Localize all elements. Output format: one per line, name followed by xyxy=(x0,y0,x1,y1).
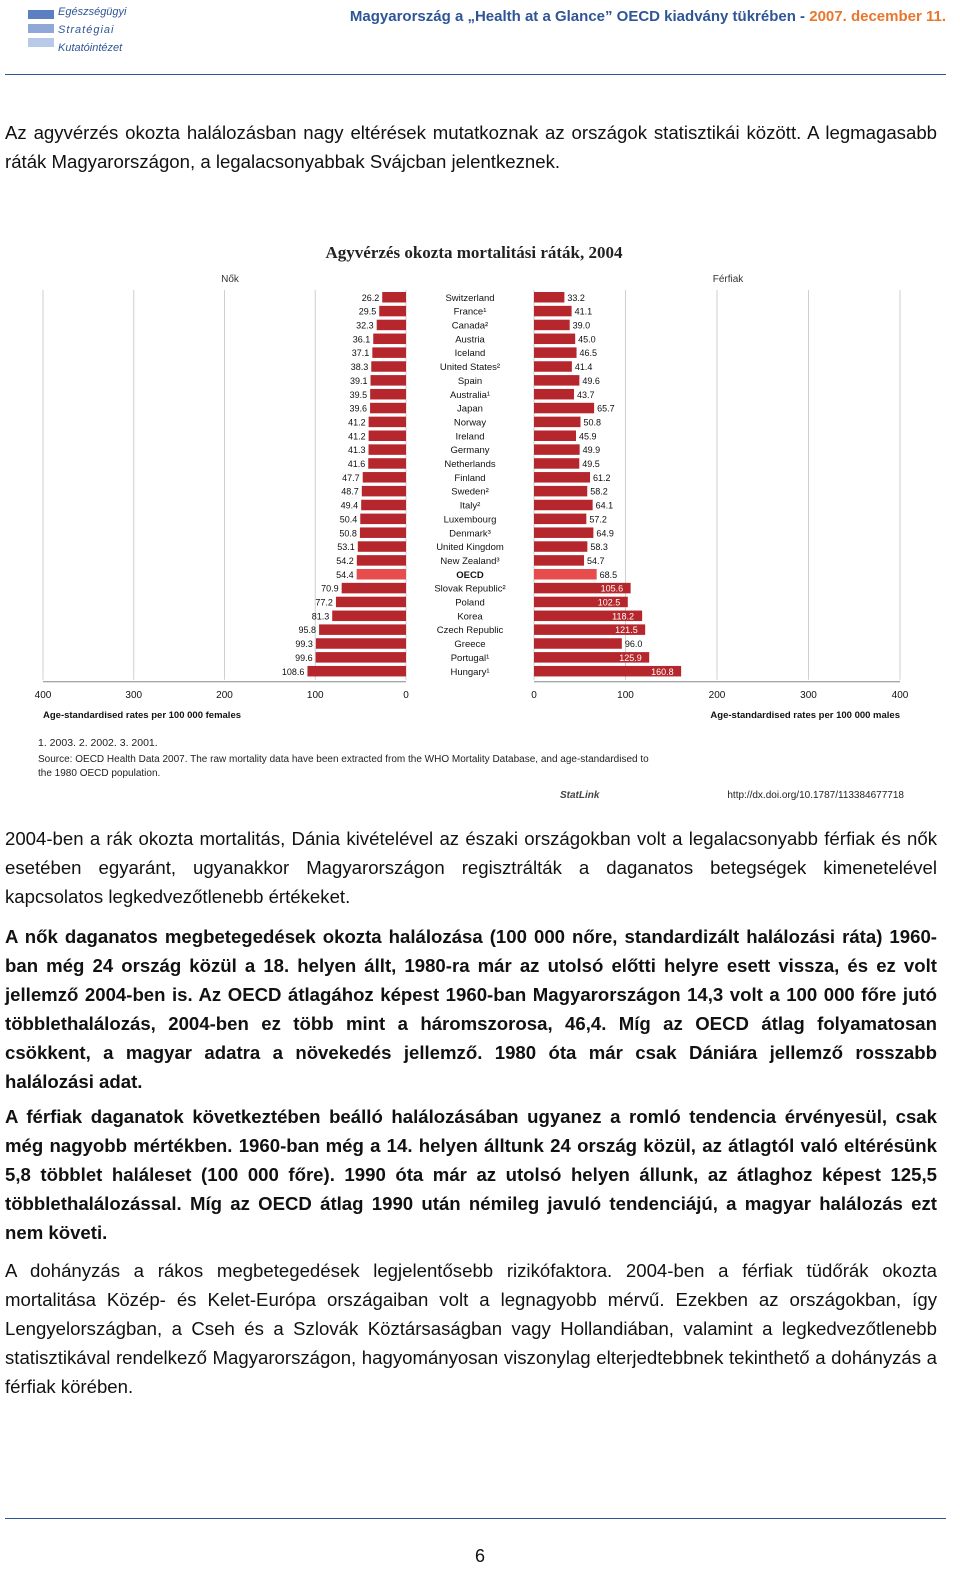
male-value-label: 68.5 xyxy=(599,569,618,580)
right-tick-label: 200 xyxy=(708,689,726,701)
country-label: Hungary¹ xyxy=(450,666,490,678)
female-bar xyxy=(357,569,406,580)
right-panel-label: Férfiak xyxy=(712,274,744,285)
stroke-mortality-chart xyxy=(28,232,920,804)
document-title xyxy=(350,8,946,25)
female-value-label: 39.1 xyxy=(349,375,368,386)
male-value-label: 49.9 xyxy=(582,445,601,456)
female-value-label: 37.1 xyxy=(351,348,370,359)
male-value-label: 39.0 xyxy=(572,320,591,331)
right-tick-label: 400 xyxy=(891,689,909,701)
right-tick-label: 300 xyxy=(800,689,817,701)
female-value-label: 41.2 xyxy=(348,431,366,442)
logo-line-1: Egészségügyi xyxy=(58,6,127,18)
female-value-label: 53.1 xyxy=(337,542,355,553)
female-bar xyxy=(379,306,406,317)
country-label: Ireland xyxy=(455,431,485,443)
paragraph-women-cancer: A nők daganatos megbetegedések okozta halálozása (100 000 nőre, standardizált halálozási ráta) 1960-ban még 24 ország közül a 18. helyen állt, 1980-ra már az utolsó előtti helyre esett vissza, és ez volt jellemző 2004-ben is. Az OECD átlagához képest 1960-ban Magyarországon 14,3 volt a 100 000 főre jutó többlethalálozás, 2004-ben ez több mint a háromszorosa, 46,4. Míg az OECD átlag folyamatosan csökkent, a magyar adatra a növekedés jellemző. 1980 óta már csak Dániára jellemző rosszabb halálozási adat. xyxy=(5,926,937,1092)
country-label: Italy² xyxy=(459,500,481,512)
country-label: Sweden² xyxy=(451,486,489,498)
country-label: Norway xyxy=(453,417,487,429)
male-bar xyxy=(534,569,597,580)
female-value-label: 32.3 xyxy=(356,320,374,331)
country-label: Spain xyxy=(457,375,483,387)
male-bar xyxy=(534,555,584,566)
male-value-label: 125.9 xyxy=(619,652,642,663)
chart-source-line-1: Source: OECD Health Data 2007. The raw mortality data have been extracted from the WHO Mortality Database, and age-standardised to xyxy=(38,753,649,765)
male-bar xyxy=(534,389,574,400)
female-value-label: 29.5 xyxy=(358,306,377,317)
male-bar xyxy=(534,431,576,442)
statlink-label: StatLink xyxy=(560,789,600,801)
male-value-label: 54.7 xyxy=(587,555,605,566)
female-value-label: 41.3 xyxy=(347,445,366,456)
female-bar xyxy=(370,389,406,400)
chart-title: Agyvérzés okozta mortalitási ráták, 2004 xyxy=(325,243,623,262)
country-label: New Zealand³ xyxy=(440,555,500,567)
male-value-label: 45.9 xyxy=(578,431,597,442)
male-value-label: 41.1 xyxy=(574,306,593,317)
left-tick-label: 300 xyxy=(125,689,143,701)
female-bar xyxy=(319,624,406,635)
left-tick-label: 200 xyxy=(216,689,233,701)
female-value-label: 95.8 xyxy=(298,625,317,636)
female-value-label: 36.1 xyxy=(352,334,371,345)
female-value-label: 70.9 xyxy=(321,583,339,594)
female-value-label: 49.4 xyxy=(340,500,359,511)
country-label: United Kingdom xyxy=(436,542,504,554)
female-value-label: 41.6 xyxy=(347,459,366,469)
female-value-label: 39.6 xyxy=(349,403,368,414)
logo-line-3: Kutatóintézet xyxy=(58,42,123,54)
chart-notes: 1. 2003. 2. 2002. 3. 2001. xyxy=(38,736,158,749)
female-bar xyxy=(342,583,406,594)
country-label: Japan xyxy=(457,403,483,415)
female-bar xyxy=(369,417,406,428)
male-bar xyxy=(534,638,622,649)
footer-rule xyxy=(5,1518,946,1519)
female-bar xyxy=(332,611,406,622)
country-label: Slovak Republic² xyxy=(434,583,506,595)
female-bar xyxy=(371,361,406,372)
institute-logo xyxy=(24,6,164,62)
male-bar xyxy=(534,514,586,525)
page-number: 6 xyxy=(474,1546,485,1566)
male-bar xyxy=(534,361,572,372)
male-value-label: 57.2 xyxy=(589,514,607,525)
male-bar xyxy=(534,417,580,428)
male-value-label: 50.8 xyxy=(583,417,602,428)
female-bar xyxy=(361,500,406,511)
right-tick-label: 100 xyxy=(617,689,634,701)
male-value-label: 33.2 xyxy=(567,292,585,303)
female-value-label: 39.5 xyxy=(349,389,368,400)
female-value-label: 81.3 xyxy=(311,611,330,622)
logo-line-2: Stratégiai xyxy=(58,24,115,36)
male-bar xyxy=(534,375,579,386)
male-bar xyxy=(534,403,594,414)
statlink-url: http://dx.doi.org/10.1787/113384677718 xyxy=(727,789,904,801)
female-bar xyxy=(336,597,406,608)
female-bar xyxy=(357,555,406,566)
country-label: Czech Republic xyxy=(436,625,504,637)
male-bar xyxy=(534,320,570,331)
country-label: Iceland xyxy=(454,348,486,360)
male-value-label: 41.4 xyxy=(574,362,593,373)
country-label: Denmark³ xyxy=(449,528,491,540)
female-bar xyxy=(368,458,406,469)
male-value-label: 61.2 xyxy=(592,472,611,483)
female-value-label: 50.8 xyxy=(339,528,357,539)
country-label: Germany xyxy=(450,445,490,457)
female-bar xyxy=(369,444,406,455)
female-bar xyxy=(377,320,406,331)
female-value-label: 50.4 xyxy=(339,514,358,525)
left-tick-label: 400 xyxy=(34,689,52,701)
male-bar xyxy=(534,334,575,345)
male-value-label: 64.1 xyxy=(595,500,614,511)
female-bar xyxy=(369,431,406,442)
left-axis-title: Age-standardised rates per 100 000 females xyxy=(43,709,242,721)
left-tick-label: 0 xyxy=(403,689,409,701)
country-label: Canada² xyxy=(451,320,489,332)
female-bar xyxy=(371,375,406,386)
paragraph-stroke-intro: Az agyvérzés okozta halálozásban nagy eltérések mutatkoznak az országok statisztikái között. A legmagasabb ráták Magyarországon, a legalacsonyabbak Svájcban jelentkeznek. xyxy=(5,122,937,172)
female-bar xyxy=(360,527,406,538)
male-value-label: 121.5 xyxy=(615,625,638,636)
country-label: Luxembourg xyxy=(443,514,497,526)
female-value-label: 38.3 xyxy=(350,362,369,373)
male-value-label: 58.3 xyxy=(590,542,608,553)
male-value-label: 58.2 xyxy=(590,486,608,497)
document-date: 2007. december 11. xyxy=(809,8,946,25)
male-value-label: 64.9 xyxy=(596,528,614,539)
female-bar xyxy=(382,292,406,303)
female-value-label: 54.2 xyxy=(336,555,354,566)
female-value-label: 41.2 xyxy=(348,417,366,428)
male-value-label: 49.5 xyxy=(582,459,600,469)
male-bar xyxy=(534,444,580,455)
chart-svg xyxy=(28,232,920,804)
female-bar xyxy=(358,541,406,552)
female-value-label: 54.4 xyxy=(336,569,354,580)
female-value-label: 26.2 xyxy=(361,292,380,303)
right-axis-title: Age-standardised rates per 100 000 males xyxy=(710,709,900,721)
country-label: Australia¹ xyxy=(449,389,491,401)
male-value-label: 96.0 xyxy=(624,639,643,650)
country-label: United States² xyxy=(439,362,501,374)
male-value-label: 43.7 xyxy=(576,389,595,400)
female-bar xyxy=(372,347,406,358)
male-bar xyxy=(534,486,587,497)
country-label: Austria xyxy=(455,334,485,346)
female-bar xyxy=(316,638,406,649)
country-label: Portugal¹ xyxy=(450,652,490,664)
female-bar xyxy=(373,334,406,345)
country-label: Netherlands xyxy=(444,459,496,470)
male-value-label: 160.8 xyxy=(651,666,674,677)
female-value-label: 99.6 xyxy=(295,652,313,663)
female-value-label: 47.7 xyxy=(342,472,360,483)
female-bar xyxy=(360,514,406,525)
header-rule xyxy=(5,74,946,75)
female-bar xyxy=(370,403,406,414)
country-label: Poland xyxy=(455,597,485,609)
female-value-label: 99.3 xyxy=(295,639,313,650)
male-bar xyxy=(534,472,590,483)
male-bar xyxy=(534,500,593,511)
paragraph-smoking: A dohányzás a rákos megbetegedések legjelentősebb rizikófaktora. 2004-ben a férfiak tüdőrák okozta mortalitása Közép- és Kelet-Európa országaiban volt a legnagyobb mérvű. Ezekben az országokban, így Lengyelországban, a Cseh és a Szlovák Köztársaságban vagy Hollandiában, valamint a legkedvezőtlenebb statisztikával rendelkező Magyarországon, hagyományosan viszonylag elterjedtebbnek tekinthető a dohányzás a férfiak körében. xyxy=(5,1260,937,1397)
female-value-label: 108.6 xyxy=(281,666,305,677)
male-value-label: 102.5 xyxy=(597,597,621,608)
male-value-label: 118.2 xyxy=(612,611,635,622)
female-bar xyxy=(362,486,406,497)
male-value-label: 65.7 xyxy=(597,403,615,414)
paragraph-cancer-mortality: 2004-ben a rák okozta mortalitás, Dánia kivételével az északi országokban volt a legalacsonyabb férfiak és nők esetében egyaránt, ugyanakkor Magyarországon regisztrálták a daganatos betegségek kimenetelével kapcsolatos legkedvezőtlenebb értékeket. xyxy=(5,828,937,907)
female-bar xyxy=(316,652,406,663)
left-tick-label: 100 xyxy=(306,689,324,701)
country-label: Korea xyxy=(457,611,483,623)
left-panel-label: Nők xyxy=(221,274,239,285)
male-value-label: 46.5 xyxy=(579,348,598,359)
male-value-label: 49.6 xyxy=(582,375,600,386)
female-value-label: 48.7 xyxy=(341,486,359,497)
male-bar xyxy=(534,458,579,469)
male-bar xyxy=(534,527,593,538)
male-bar xyxy=(534,541,587,552)
page-header xyxy=(0,0,960,70)
male-bar xyxy=(534,347,577,358)
country-label: France¹ xyxy=(453,306,487,318)
chart-source-line-2: the 1980 OECD population. xyxy=(38,767,161,779)
female-value-label: 77.2 xyxy=(315,597,333,608)
female-bar xyxy=(363,472,406,483)
male-bar xyxy=(534,292,564,303)
country-label: OECD xyxy=(456,569,484,581)
paragraph-men-cancer: A férfiak daganatok következtében beálló halálozásában ugyanez a romló tendencia érvényesül, csak még nagyobb mértékben. 1960-ban még a 14. helyen álltunk 24 ország közül, az átlagtól való eltérésünk 5,8 többlet haláleset (100 000 főre). 1990 óta már az utolsó helyen állunk, az átlaghoz képest 125,5 többlethalálozással. Míg az OECD átlag 1990 után némileg javuló tendenciájú, a magyar halálozás ezt nem követi. xyxy=(5,1106,937,1243)
female-bar xyxy=(307,666,406,677)
male-value-label: 45.0 xyxy=(578,334,596,345)
country-label: Switzerland xyxy=(445,292,495,304)
country-label: Finland xyxy=(454,472,486,484)
male-bar xyxy=(534,306,572,317)
country-label: Greece xyxy=(454,639,486,651)
document-title-main: Magyarország a „Health at a Glance” OECD kiadvány tükrében - xyxy=(349,8,810,25)
male-value-label: 105.6 xyxy=(600,583,624,594)
right-tick-label: 0 xyxy=(531,689,537,701)
